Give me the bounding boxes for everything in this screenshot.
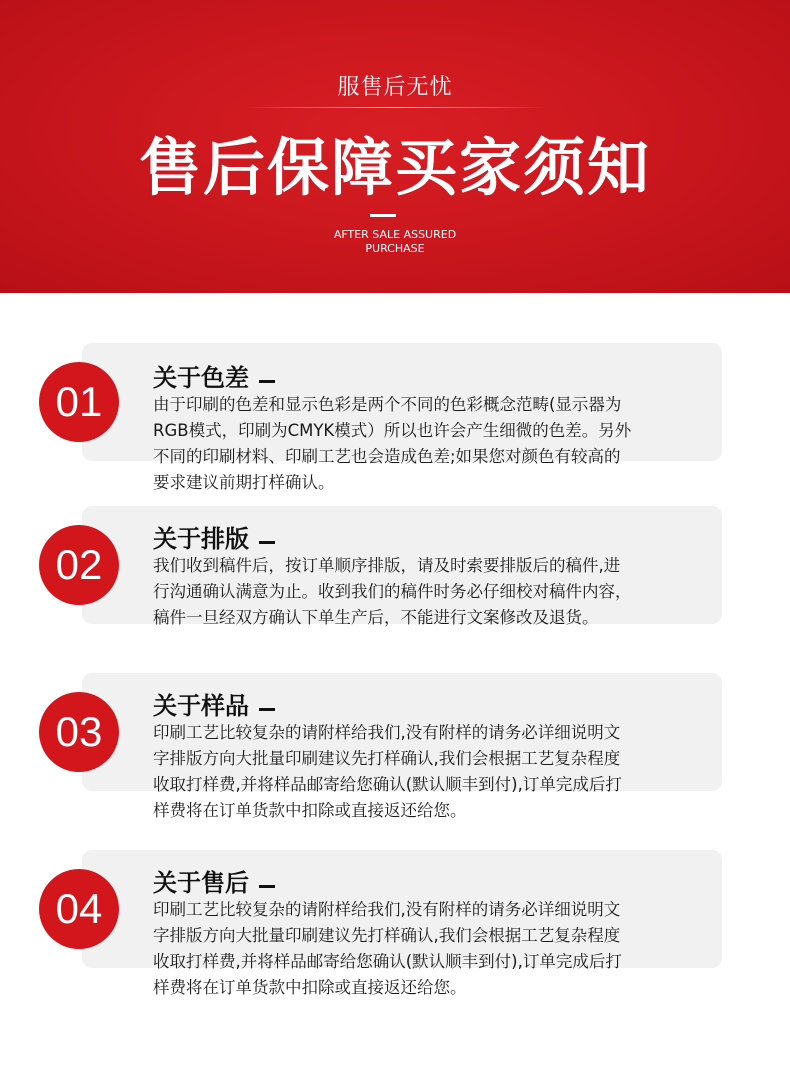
subtitle-divider [245,107,545,108]
body-line: 要求建议前期打样确认。 [153,473,335,492]
section-body [153,553,713,631]
section-body [153,897,713,1001]
section-title-text: 关于排版 [153,525,249,553]
body-line: 字排版方向大批量印刷建议先打样确认,我们会根据工艺复杂程度 [153,749,621,768]
body-line: 收取打样费,并将样品邮寄给您确认(默认顺丰到付),订单完成后打 [153,775,622,794]
section-title [153,358,275,393]
body-line: 样费将在订单货款中扣除或直接返还给您。 [153,978,467,997]
section-title [153,863,275,898]
page-title: 售后保障买家须知 [138,131,651,204]
section-title-text: 关于色差 [153,364,249,392]
english-line-2: PURCHASE [365,242,425,255]
body-line: 收取打样费,并将样品邮寄给您确认(默认顺丰到付),订单完成后打 [153,952,622,971]
body-line: 我们收到稿件后，按订单顺序排版，请及时索要排版后的稿件,进 [153,556,621,575]
section-title [153,686,275,721]
body-line: 印刷工艺比较复杂的请附样给我们,没有附样的请务必详细说明文 [153,900,621,919]
body-line: 稿件一旦经双方确认下单生产后，不能进行文案修改及退货。 [153,608,599,627]
english-line-1: AFTER SALE ASSURED [333,228,457,241]
section-number-badge: 01 [39,362,119,442]
section-number-badge: 03 [39,692,119,772]
body-line: 字排版方向大批量印刷建议先打样确认,我们会根据工艺复杂程度 [153,926,621,945]
title-dash-icon [259,708,275,711]
title-dash-icon [259,885,275,888]
section-body [153,392,713,496]
section-body [153,720,713,824]
body-line: 样费将在订单货款中扣除或直接返还给您。 [153,801,467,820]
header-subtitle: 服售后无忧 [337,75,453,100]
section-number-badge: 02 [39,525,119,605]
section-title-text: 关于售后 [153,869,249,897]
body-line: 印刷工艺比较复杂的请附样给我们,没有附样的请务必详细说明文 [153,723,621,742]
header-banner [0,0,790,293]
title-dash [370,214,396,217]
section-title-text: 关于样品 [153,692,249,720]
title-dash-icon [259,380,275,383]
body-line: 行沟通确认满意为止。收到我们的稿件时务必仔细校对稿件内容， [153,582,632,601]
english-subtitle [0,228,790,256]
title-dash-icon [259,541,275,544]
body-line: 不同的印刷材料、印刷工艺也会造成色差;如果您对颜色有较高的 [153,447,621,466]
body-line: 由于印刷的色差和显示色彩是两个不同的色彩概念范畴(显示器为 [153,395,622,414]
section-title [153,519,275,554]
body-line: RGB模式，印刷为CMYK模式）所以也许会产生细微的色差。另外 [153,421,632,440]
section-number-badge: 04 [39,869,119,949]
